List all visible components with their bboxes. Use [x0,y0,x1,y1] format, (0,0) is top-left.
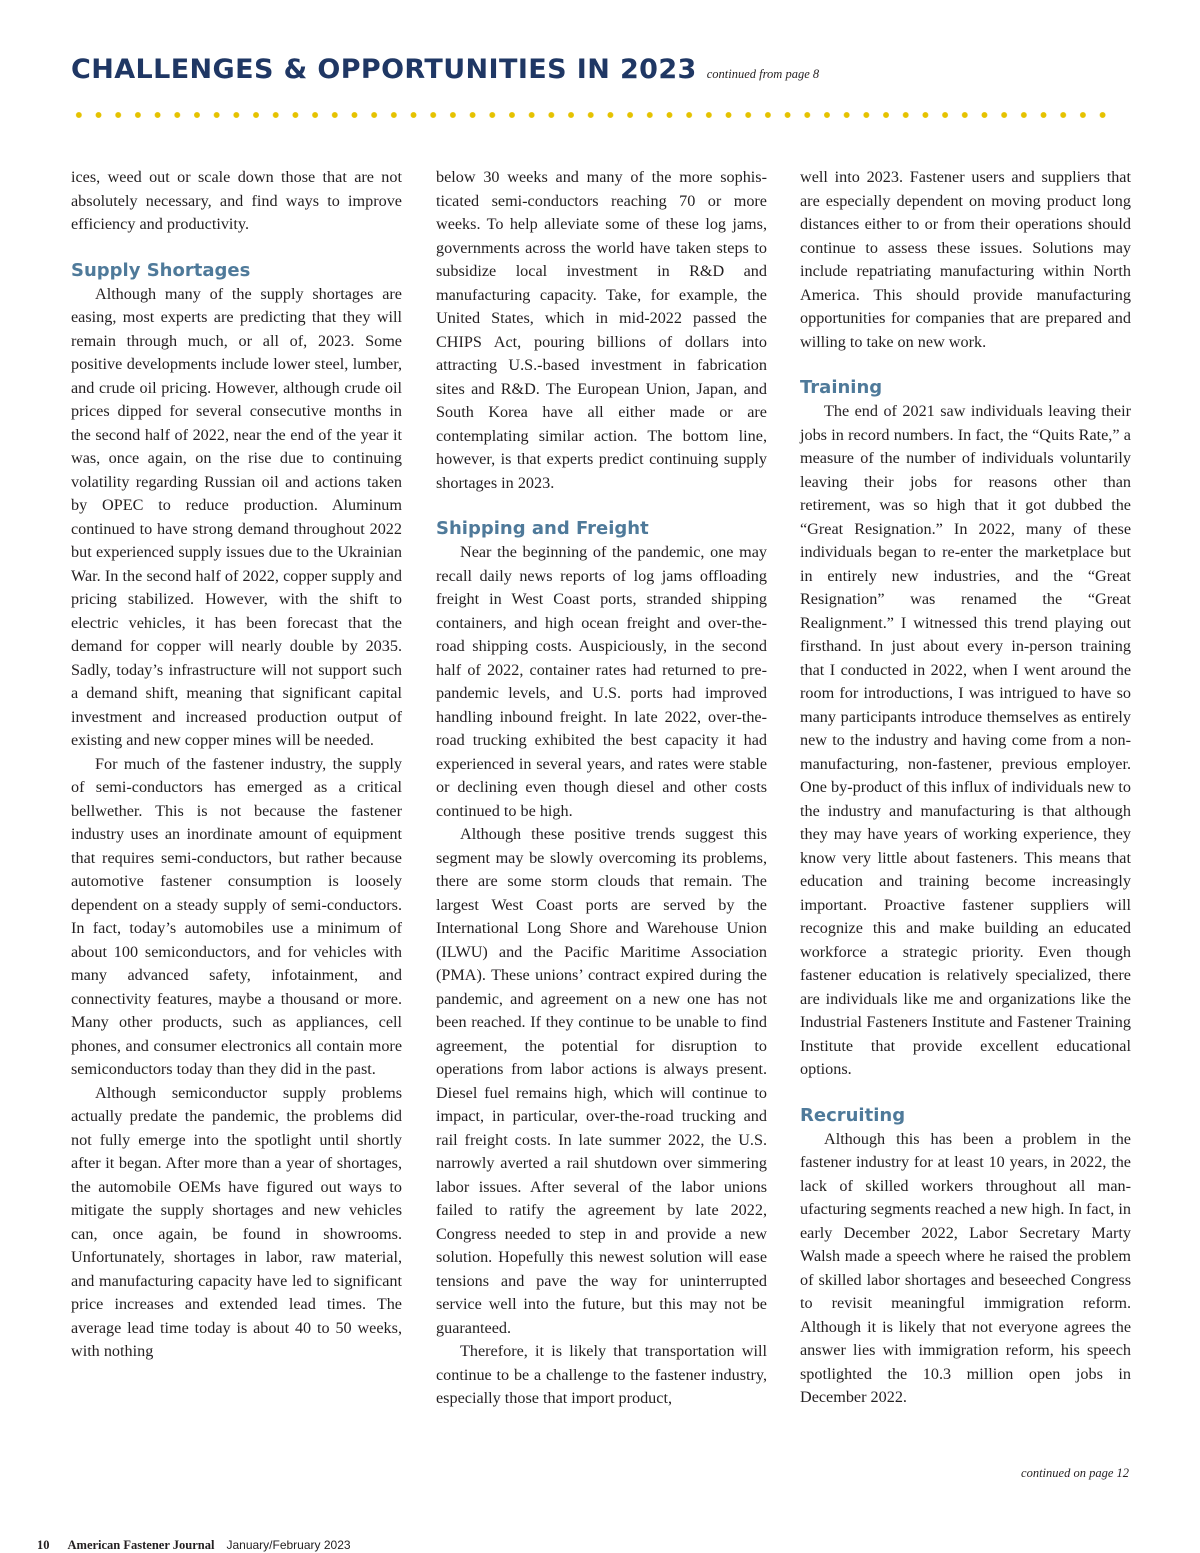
paragraph: Although these positive trends suggest this segment may be slowly overcoming its problems, there are some storm clouds that remain. The largest West Coast ports are served by the International Long Shore and Warehouse Union (ILWU) and the Pacific Maritime Association (PMA). These unions’ contract expired during the pandemic, and agreement on a new one has not been reached. If they continue to be unable to find agreement, the potential for disruption to operations from labor actions is always present. Diesel fuel remains high, which will continue to impact, in particular, over-the-road trucking and rail freight costs. In late summer 2022, the U.S. narrowly averted a rail shutdown over simmering labor issues. After several of the labor unions failed to ratify the agreement by late 2022, Congress needed to step in and provide a new solution. Hopefully this newest solution will ease tensions and pave the way for uninterrupted service well into the future, but this may not be guaranteed. [436,825,767,1337]
page-header [71,54,819,85]
section-heading-training: Training [800,377,883,398]
paragraph: ices, weed out or scale down those that are not absolutely necessary, and find ways to improve efficiency and productivity. [71,168,402,233]
article-column-2 [436,166,767,1411]
section-heading-shipping-and-freight: Shipping and Freight [436,518,649,539]
issue-date: January/February 2023 [226,1538,351,1552]
paragraph: below 30 weeks and many of the more sophisticated semi-conductors reaching 70 or more weeks. To help alleviate some of these log jams, governments across the world have taken steps to subsidize local investment in R&D and manufacturing capacity. Take, for example, the United States, which in mid-2022 passed the CHIPS Act, pouring billions of dollars into attracting U.S.-based investment in fabrication sites and R&D. The European Union, Japan, and South Korea have all either made or are contemplating similar action. The bottom line, however, is that experts predict continuing supply shortages in 2023. [436,168,767,492]
continued-on-note: continued on page 12 [1021,1466,1129,1480]
dotted-divider [69,110,1115,120]
paragraph: well into 2023. Fastener users and suppliers that are especially dependent on moving product long distances either to or from their operations should continue to assess these issues. Solutions may include repatriating manufacturing within North America. This should provide manufacturing opportunities for companies that are prepared and willing to take on new work. [800,168,1131,351]
page-number: 10 [37,1538,50,1552]
paragraph: Although this has been a problem in the fastener industry for at least 10 years, in 2022, the lack of skilled workers throughout all manufacturing segments reached a new high. In fact, in early December 2022, Labor Secretary Marty Walsh made a speech where he raised the problem of skilled labor shortages and beseeched Congress to revisit meaningful immigration reform. Although it is likely that not everyone agrees the answer lies with immigration reform, his speech spotlighted the 10.3 million open jobs in December 2022. [800,1129,1131,1406]
paragraph: For much of the fastener industry, the supply of semi-conductors has emerged as a critical bellwether. This is not because the fastener industry uses an inordinate amount of equipment that requires semi-conductors, but rather because automotive fastener consumption is loosely dependent on a steady supply of semi-conductors. In fact, today’s automobiles use a minimum of about 100 semiconductors, and for vehicles with many advanced safety, infotainment, and connectivity features, maybe a thousand or more. Many other products, such as appliances, cell phones, and consumer electronics all contain more semiconductors today than they did in the past. [71,754,402,1078]
paragraph: The end of 2021 saw individuals leaving their jobs in record numbers. In fact, the “Quits Rate,” a measure of the number of individuals voluntarily leaving their jobs for reasons other than retirement, was so high that it got dubbed the “Great Resignation.” In 2022, many of these individuals began to re-enter the marketplace but in entirely new industries, and the “Great Resignation” was renamed the “Great Realignment.” I witnessed this trend playing out firsthand. In just about every in-person training that I conducted in 2022, when I went around the room for introductions, I was intrigued to have so many participants introduce themselves as entirely new to the industry and having come from a non-manufacturing, non-fastener, previous employer. One by-product of this influx of individuals new to the industry and manufacturing is that although they may have years of working experience, they know very little about fasteners. This means that education and training become increasingly important. Proactive fastener suppliers will recognize this and make building an educated workforce a strategic priority. Even though fastener education is relatively specialized, there are individuals like me and organizations like the Industrial Fasteners Institute and Fastener Training Institute that provide excellent educational options. [800,402,1131,1078]
paragraph: Therefore, it is likely that transportation will continue to be a challenge to the fastener industry, especially those that import product, [436,1342,767,1407]
paragraph: Although many of the supply shortages are easing, most experts are predicting that they will remain through much, or all of, 2023. Some positive developments include lower steel, lumber, and crude oil pricing. However, although crude oil prices dipped for several consecutive months in the second half of 2022, near the end of the year it was, once again, on the rise due to continuing volatility regarding Russian oil and actions taken by OPEC to reduce production. Aluminum continued to have strong demand throughout 2022 but experienced supply issues due to the Ukrainian War. In the second half of 2022, copper supply and pricing stabilized. However, with the shift to electric vehicles, it has been forecast that the demand for copper will nearly double by 2035. Sadly, today’s infrastructure will not support such a demand shift, meaning that significant capital investment and increased production output of existing and new copper mines will be needed. [71,284,402,749]
publication-name: American Fastener Journal [67,1538,215,1552]
article-column-1 [71,166,402,1364]
paragraph: Near the beginning of the pandemic, one may recall daily news reports of log jams offloading freight in West Coast ports, stranded shipping containers, and high ocean freight and over-the-road shipping costs. Auspiciously, in the second half of 2022, container rates had returned to pre-pandemic levels, and U.S. ports had improved handling inbound freight. In late 2022, over-the-road trucking exhibited the best capacity it had experienced in several years, and rates were stable or declining even though diesel and other costs continued to be high. [436,543,767,820]
section-heading-supply-shortages: Supply Shortages [71,259,251,281]
paragraph: Although semiconductor supply problems actually predate the pandemic, the problems did not fully emerge into the spotlight until shortly after it began. After more than a year of shortages, the automobile OEMs have figured out ways to mitigate the supply shortages and new vehicles can, once again, be found in showrooms. Unfortunately, shortages in labor, raw material, and manufacturing capacity have led to significant price increases and extended lead times. The average lead time today is about 40 to 50 weeks, with nothing [71,1083,402,1360]
page-title: CHALLENGES & OPPORTUNITIES IN 2023 [71,54,697,85]
section-heading-recruiting: Recruiting [800,1104,906,1126]
article-column-3 [800,166,1131,1410]
continued-from-note: continued from page 8 [706,67,820,81]
